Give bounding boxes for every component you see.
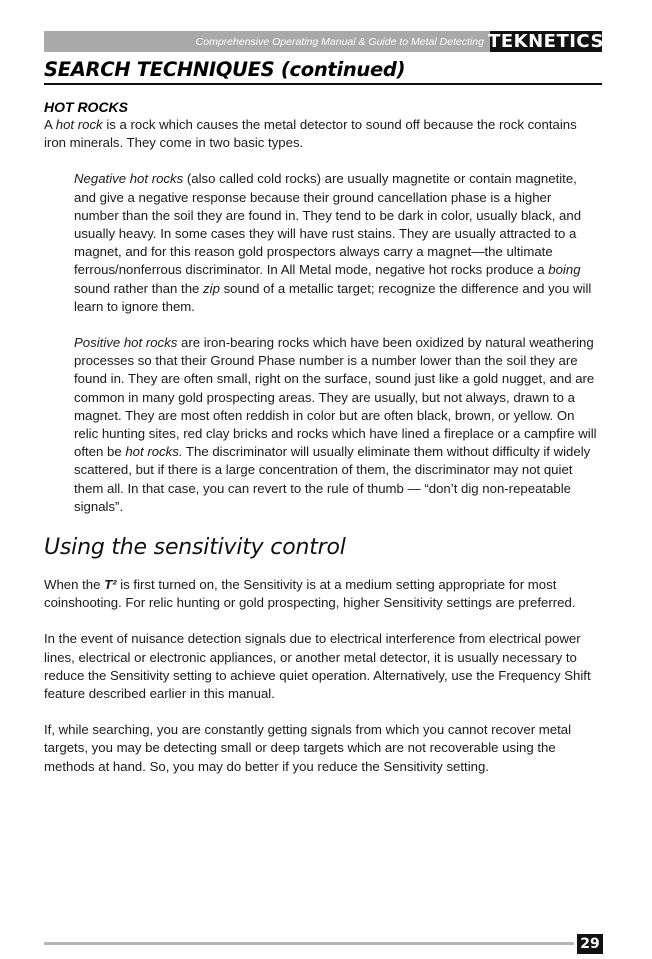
hot-rocks-heading: HOT ROCKS	[44, 99, 128, 115]
page-body	[44, 98, 602, 794]
page-number: 29	[577, 934, 603, 954]
t2-model-name: T²	[104, 577, 117, 593]
header-subtitle-band	[44, 31, 490, 52]
brand-logo: TEKNETICS	[488, 31, 604, 52]
sensitivity-heading: Using the sensitivity control	[44, 535, 346, 561]
negative-hot-rocks-term: Negative hot rocks	[74, 171, 184, 187]
title-divider	[44, 83, 602, 85]
header-subtitle: Comprehensive Operating Manual & Guide to Metal Detecting	[195, 35, 484, 48]
page-header	[44, 31, 602, 52]
hot-rocks-intro: A hot rock is a rock which causes the metal detector to sound off because the rock contains iron minerals. They come in two basic types.	[44, 117, 577, 151]
section-title: SEARCH TECHNIQUES (continued)	[44, 58, 406, 81]
positive-hot-rocks-term: Positive hot rocks	[74, 335, 178, 351]
negative-hot-rocks-paragraph: Negative hot rocks (also called cold rocks) are usually magnetite or contain magnetite, and give a negative response because their ground cancellation phase is a higher number than the soil they are found in. They tend to be dark in color, usually black, and usually heavy. In some cases they will have rust stains. They are usually attracted to a magnet, and for this reason gold prospectors always carry a magnet—the ultimate ferrous/nonferrous discriminator. In All Metal mode, negative hot rocks produce a boing sound rather than the zip sound of a metallic target; recognize the difference and you will learn to ignore them.	[74, 171, 592, 314]
footer-divider	[44, 942, 574, 945]
positive-hot-rocks-paragraph: Positive hot rocks are iron-bearing rocks which have been oxidized by natural weathering processes so that their Ground Phase number is a number lower than the soil they are found in. They are often small, right on the surface, sound just like a gold nugget, and are common in many gold prospecting areas. They are usually, but not always, drawn to a magnet. They are most often reddish in color but are often black, brown, or yellow. On relic hunting sites, red clay bricks and rocks which have lined a fireplace or a campfire will often be hot rocks. The discriminator will usually eliminate them without difficulty if widely scattered, but if there is a large concentration of them, the discriminator may not quiet them all. In that case, you can revert to the rule of thumb — “don’t dig non-repeatable signals”.	[74, 335, 597, 514]
sensitivity-paragraph-2: In the event of nuisance detection signals due to electrical interference from electrical power lines, electrical or electronic appliances, or another metal detector, it is usually necessary to reduce the Sensitivity setting to achieve quiet operation. Alternatively, use the Frequency Shift feature described earlier in this manual.	[44, 631, 591, 702]
sensitivity-paragraph-1: When the T² is first turned on, the Sensitivity is at a medium setting appropriate for most coinshooting. For relic hunting or gold prospecting, higher Sensitivity settings are preferred.	[44, 577, 576, 611]
sensitivity-paragraph-3: If, while searching, you are constantly getting signals from which you cannot recover metal targets, you may be detecting small or deep targets which are not recoverable using the methods at hand. So, you may do better if you reduce the Sensitivity setting.	[44, 722, 572, 774]
